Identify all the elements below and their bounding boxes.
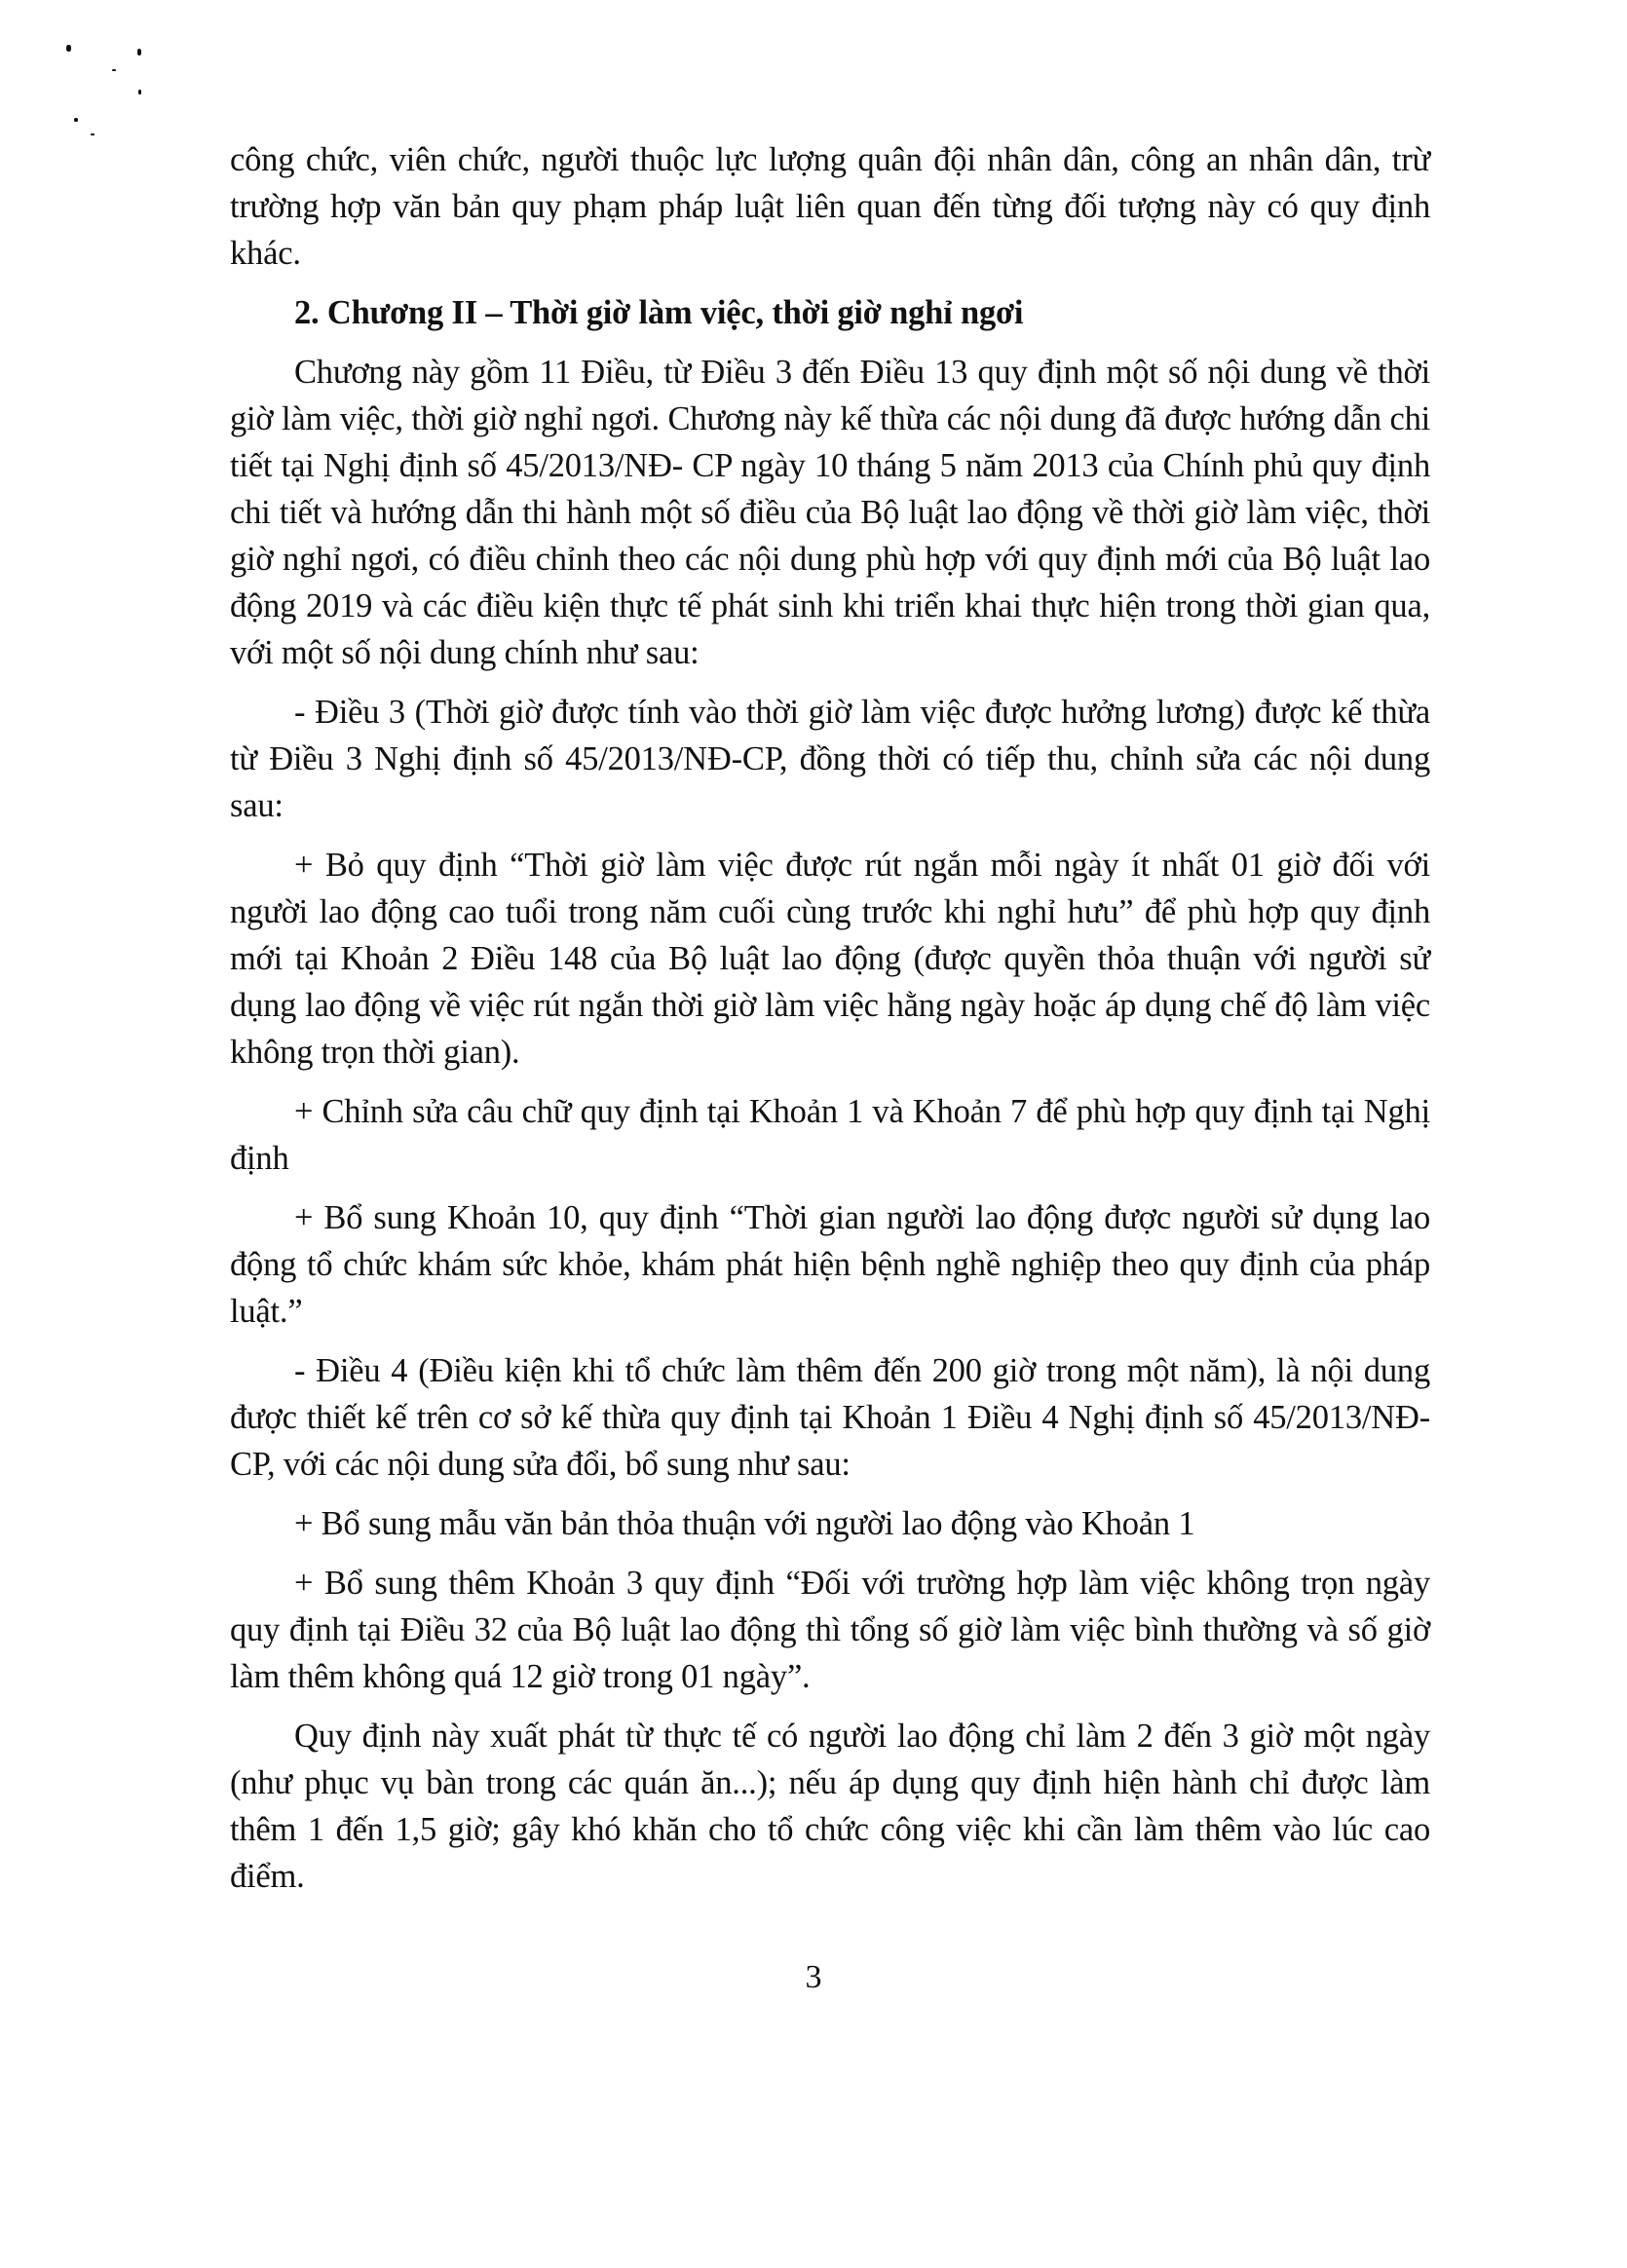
paragraph-chapter-overview: Chương này gồm 11 Điều, từ Điều 3 đến Điều 13 quy định một số nội dung về thời giờ làm việc, thời giờ nghỉ ngơi. Chương này kế thừa các nội dung đã được hướng dẫn chi tiết tại Nghị định số 45/2013/NĐ- CP ngày 10 tháng 5 năm 2013 của Chính phủ quy định chi tiết và hướng dẫn thi hành một số điều của Bộ luật lao động về thời giờ làm việc, thời giờ nghỉ ngơi, có điều chỉnh theo các nội dung phù hợp với quy định mới của Bộ luật lao động 2019 và các điều kiện thực tế phát sinh khi triển khai thực hiện trong thời gian qua, với một số nội dung chính như sau: [230,354,1430,671]
scan-speck [137,49,141,56]
scan-speck [66,45,71,52]
sub-item-edit-wording: + Chỉnh sửa câu chữ quy định tại Khoản 1 và Khoản 7 để phù hợp quy định tại Nghị định [230,1093,1430,1177]
paragraph-rationale: Quy định này xuất phát từ thực tế có người lao động chỉ làm 2 đến 3 giờ một ngày (như phục vụ bàn trong các quán ăn...); nếu áp dụng quy định hiện hành chỉ được làm thêm 1 đến 1,5 giờ; gây khó khăn cho tổ chức công việc khi cần làm thêm vào lúc cao điểm. [230,1718,1430,1895]
sub-item-add-clause-3: + Bổ sung thêm Khoản 3 quy định “Đối với trường hợp làm việc không trọn ngày quy định tại Điều 32 của Bộ luật lao động thì tổng số giờ làm việc bình thường và số giờ làm thêm không quá 12 giờ trong 01 ngày”. [230,1565,1430,1695]
scan-speck [112,69,116,71]
paragraph-intro-continuation: công chức, viên chức, người thuộc lực lượng quân đội nhân dân, công an nhân dân, trừ trường hợp văn bản quy phạm pháp luật liên quan đến từng đối tượng này có quy định khác. [230,141,1430,272]
sub-item-add-template: + Bổ sung mẫu văn bản thỏa thuận với người lao động vào Khoản 1 [294,1505,1195,1542]
sub-item-remove-provision: + Bỏ quy định “Thời giờ làm việc được rút ngắn mỗi ngày ít nhất 01 giờ đối với người lao động cao tuổi trong năm cuối cùng trước khi nghỉ hưu” để phù hợp quy định mới tại Khoản 2 Điều 148 của Bộ luật lao động (được quyền thỏa thuận với người sử dụng lao động về việc rút ngắn thời giờ làm việc hằng ngày hoặc áp dụng chế độ làm việc không trọn thời gian). [230,847,1430,1071]
list-item-article-4: - Điều 4 (Điều kiện khi tổ chức làm thêm đến 200 giờ trong một năm), là nội dung được thiết kế trên cơ sở kế thừa quy định tại Khoản 1 Điều 4 Nghị định số 45/2013/NĐ-CP, với các nội dung sửa đổi, bổ sung như sau: [230,1352,1430,1483]
scan-speck [138,90,141,94]
page-number: 3 [805,1959,822,1995]
list-item-article-3: - Điều 3 (Thời giờ được tính vào thời giờ làm việc được hưởng lương) được kế thừa từ Điều 3 Nghị định số 45/2013/NĐ-CP, đồng thời có tiếp thu, chỉnh sửa các nội dung sau: [230,694,1430,824]
scan-speck [91,133,95,135]
sub-item-add-clause-10: + Bổ sung Khoản 10, quy định “Thời gian người lao động được người sử dụng lao động tổ chức khám sức khỏe, khám phát hiện bệnh nghề nghiệp theo quy định của pháp luật.” [230,1199,1430,1330]
section-heading-chapter-2: 2. Chương II – Thời giờ làm việc, thời giờ nghỉ ngơi [294,294,1024,331]
scan-speck [74,118,78,122]
document-page [230,136,1430,1912]
